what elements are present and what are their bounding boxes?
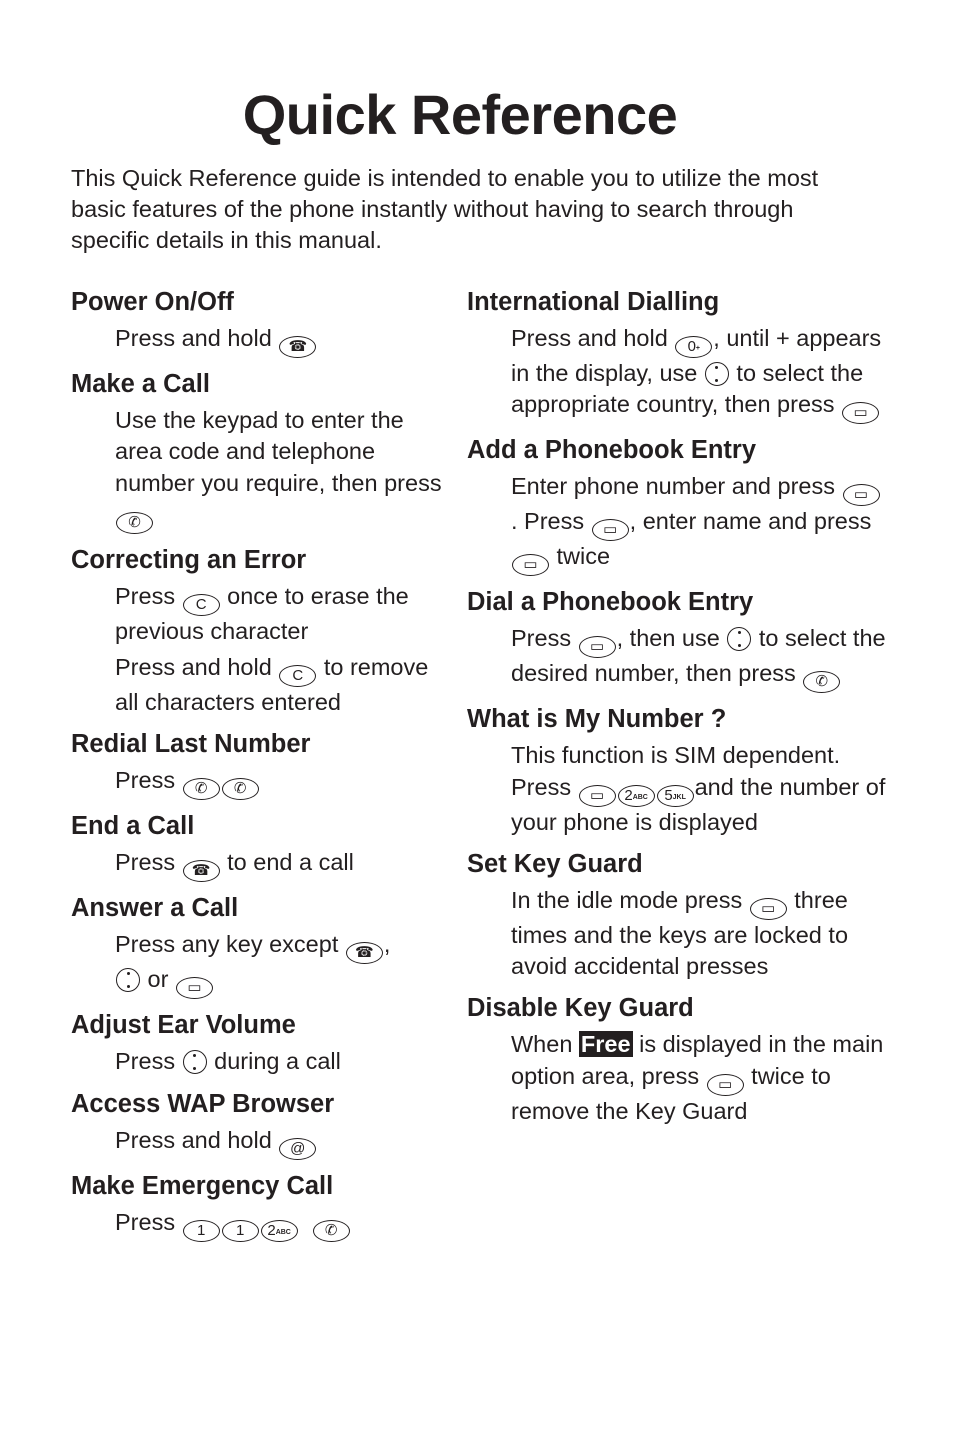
- body-text: twice: [550, 543, 611, 570]
- body-text: Press: [115, 767, 182, 794]
- section-body: [467, 885, 887, 983]
- body-text: Press: [115, 1208, 182, 1235]
- section-correcting-error: [71, 544, 451, 719]
- body-text: . Press: [511, 508, 591, 535]
- left-column: [71, 286, 451, 1252]
- clear-key-icon: C: [183, 594, 220, 616]
- body-text: or: [141, 966, 175, 993]
- section-body: [71, 581, 451, 647]
- section-body: [467, 740, 887, 838]
- section-add-phonebook: [467, 434, 887, 576]
- free-softkey-label: Free: [580, 1031, 631, 1058]
- section-disable-key-guard: [467, 992, 887, 1127]
- navigation-key-icon: [183, 1050, 207, 1074]
- section-heading: Set Key Guard: [467, 849, 643, 878]
- section-body: [71, 847, 451, 882]
- body-text: Enter phone number and press: [511, 473, 842, 500]
- one-key-icon: 1: [222, 1220, 259, 1242]
- section-heading: End a Call: [71, 812, 195, 841]
- one-key-icon: 1: [183, 1220, 220, 1242]
- body-text: Press and hold: [115, 1126, 279, 1153]
- end-key-icon: ☎: [183, 860, 220, 882]
- section-heading: Adjust Ear Volume: [71, 1011, 296, 1040]
- body-text: Press and hold: [115, 654, 279, 681]
- right-softkey-icon: ▭: [842, 402, 879, 424]
- body-text: to select the desired number, then press: [511, 625, 886, 687]
- right-column: [467, 286, 887, 1137]
- body-text: Press: [115, 582, 182, 609]
- body-text: Press: [511, 625, 578, 652]
- page-title: Quick Reference: [242, 83, 678, 146]
- section-my-number: [467, 703, 887, 838]
- section-heading: Make Emergency Call: [71, 1171, 334, 1200]
- body-text: twice to remove the Key Guard: [511, 1062, 831, 1124]
- section-answer-call: [71, 892, 451, 999]
- body-text: This function is SIM dependent. Press: [511, 742, 841, 800]
- left-softkey-icon: ▭: [843, 484, 880, 506]
- section-body: [467, 623, 887, 693]
- navigation-key-icon: [727, 627, 751, 651]
- section-emergency: [71, 1170, 451, 1242]
- end-key-icon: ☎: [346, 942, 383, 964]
- section-body: [71, 1207, 451, 1242]
- clear-key-icon: C: [279, 665, 316, 687]
- section-heading: Power On/Off: [71, 288, 234, 316]
- body-text: during a call: [207, 1048, 341, 1075]
- right-softkey-icon: ▭: [750, 898, 787, 920]
- right-softkey-icon: ▭: [579, 785, 616, 807]
- wap-key-icon: @: [279, 1138, 316, 1160]
- section-dial-phonebook: [467, 586, 887, 693]
- section-heading: Correcting an Error: [71, 545, 307, 574]
- section-body: [71, 1125, 451, 1160]
- right-softkey-icon: ▭: [707, 1074, 744, 1096]
- section-heading: International Dialling: [467, 288, 720, 316]
- section-body: [71, 1046, 451, 1077]
- end-key-icon: ☎: [279, 336, 316, 358]
- section-heading: Redial Last Number: [71, 730, 311, 759]
- section-power: [71, 286, 451, 358]
- send-key-icon: ✆: [222, 778, 259, 800]
- section-adjust-volume: [71, 1009, 451, 1077]
- body-text: to remove all characters entered: [115, 654, 429, 716]
- body-text: Press any key except: [115, 931, 345, 958]
- body-text: once to erase the previous character: [115, 582, 409, 644]
- section-body: [71, 929, 451, 999]
- left-softkey-icon: ▭: [176, 977, 213, 999]
- body-text: to end a call: [220, 849, 354, 876]
- section-wap: [71, 1088, 451, 1160]
- body-text: Press and hold: [115, 325, 279, 351]
- navigation-key-icon: [116, 968, 140, 992]
- section-heading: Dial a Phonebook Entry: [467, 588, 754, 617]
- body-text: Press and hold: [511, 325, 675, 351]
- right-softkey-icon: ▭: [592, 519, 629, 541]
- section-heading: Answer a Call: [71, 894, 239, 923]
- send-key-icon: ✆: [183, 778, 220, 800]
- body-text: is displayed in the main option area, press: [511, 1031, 884, 1089]
- section-body: [71, 405, 451, 534]
- body-text: , enter name and press: [629, 508, 872, 535]
- section-heading: What is My Number ?: [467, 705, 727, 734]
- section-heading: Access WAP Browser: [71, 1089, 335, 1118]
- body-text: Press: [115, 849, 182, 876]
- two-abc-key-icon: 2ABC: [261, 1220, 298, 1242]
- section-heading: Make a Call: [71, 370, 210, 398]
- body-text: Use the keypad to enter the area code and telephone number you require, then press: [115, 407, 442, 496]
- section-redial: [71, 728, 451, 800]
- intro-paragraph: This Quick Reference guide is intended to enable you to utilize the most basic features of the phone instantly without having to search through specific details in this manual.: [71, 165, 819, 253]
- zero-plus-key-icon: 0+: [675, 336, 712, 358]
- send-key-icon: ✆: [803, 671, 840, 693]
- body-text: , then use: [616, 625, 727, 652]
- section-heading: Disable Key Guard: [467, 994, 694, 1023]
- body-text: In the idle mode press: [511, 886, 749, 913]
- section-set-key-guard: [467, 848, 887, 983]
- body-text: and the number of your phone is displayed: [511, 773, 886, 835]
- section-body: [467, 471, 887, 576]
- section-body: [467, 323, 887, 424]
- five-jkl-key-icon: 5JKL: [657, 785, 694, 807]
- section-heading: Add a Phonebook Entry: [467, 436, 757, 465]
- section-end-call: [71, 810, 451, 882]
- section-body: [71, 652, 451, 718]
- navigation-key-icon: [705, 362, 729, 386]
- send-key-icon: ✆: [313, 1220, 350, 1242]
- body-text: three times and the keys are locked to avoid accidental presses: [511, 886, 849, 980]
- section-international: [467, 286, 887, 424]
- body-text: When: [511, 1031, 579, 1058]
- body-text: to select the appropriate country, then press: [511, 360, 864, 418]
- two-abc-key-icon: 2ABC: [618, 785, 655, 807]
- section-body: [467, 1029, 887, 1127]
- section-body: [71, 323, 451, 358]
- section-make-call: [71, 368, 451, 534]
- section-body: [71, 765, 451, 800]
- body-text: , until + appears in the display, use: [511, 325, 882, 386]
- left-softkey-icon: ▭: [579, 636, 616, 658]
- body-text: ,: [383, 931, 391, 958]
- body-text: Press: [115, 1048, 182, 1075]
- send-key-icon: ✆: [116, 512, 153, 534]
- right-softkey-icon: ▭: [512, 554, 549, 576]
